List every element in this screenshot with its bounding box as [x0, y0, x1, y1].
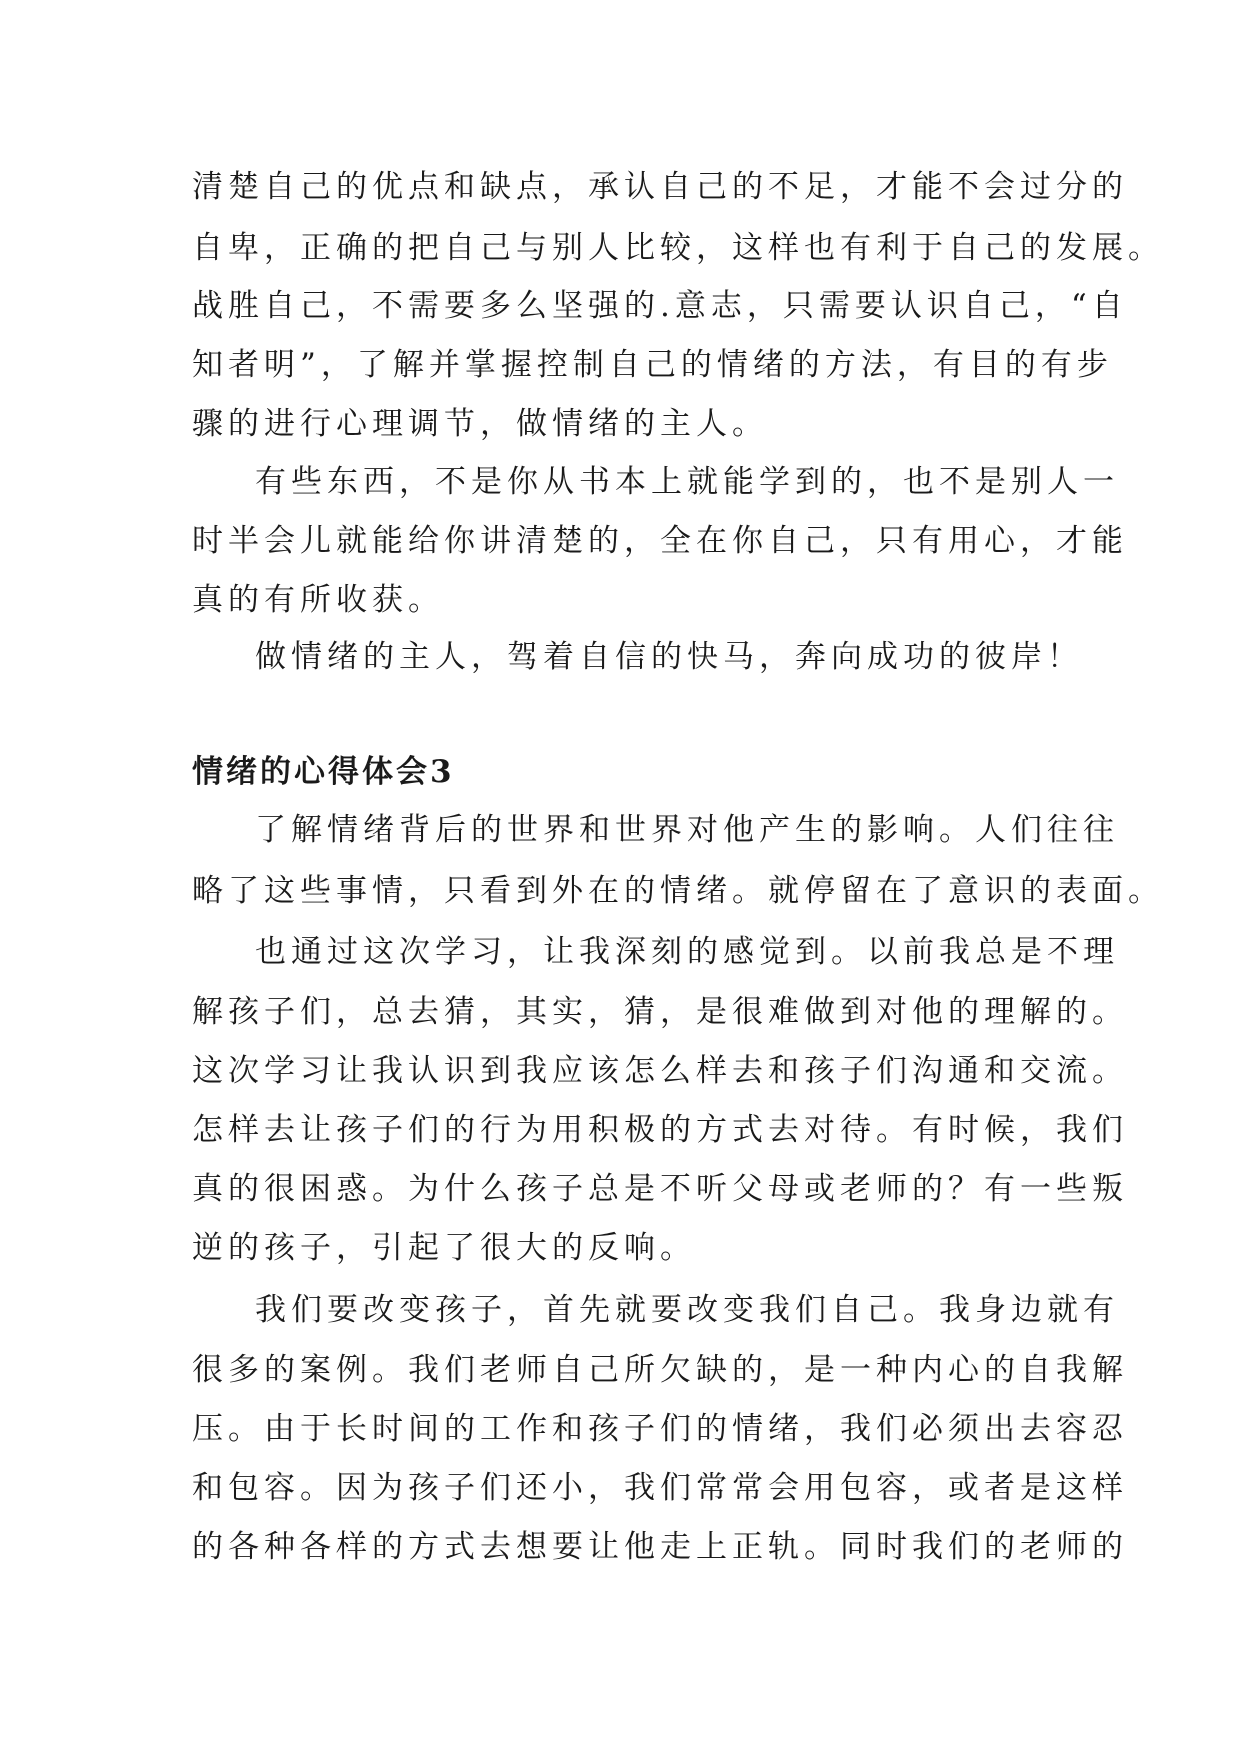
- paragraph-line: 了解情绪背后的世界和世界对他产生的影响。人们往往: [255, 812, 1119, 848]
- paragraph-line: 真的很困惑。为什么孩子总是不听父母或老师的？有一些叛: [192, 1171, 1128, 1207]
- paragraph-line: 压。由于长时间的工作和孩子们的情绪，我们必须出去容忍: [192, 1411, 1128, 1447]
- paragraph-line: 很多的案例。我们老师自己所欠缺的，是一种内心的自我解: [192, 1352, 1128, 1388]
- paragraph-line: 自卑，正确的把自己与别人比较，这样也有利于自己的发展。: [192, 230, 1164, 266]
- paragraph-line: 清楚自己的优点和缺点，承认自己的不足，才能不会过分的: [192, 169, 1128, 205]
- paragraph-line: 也通过这次学习，让我深刻的感觉到。以前我总是不理: [255, 934, 1119, 970]
- paragraph-line: 知者明”，了解并掌握控制自己的情绪的方法，有目的有步: [192, 347, 1113, 383]
- paragraph-line: 时半会儿就能给你讲清楚的，全在你自己，只有用心，才能: [192, 523, 1128, 559]
- paragraph-line: 和包容。因为孩子们还小，我们常常会用包容，或者是这样: [192, 1470, 1128, 1506]
- paragraph-line: 怎样去让孩子们的行为用积极的方式去对待。有时候，我们: [192, 1112, 1128, 1148]
- paragraph-line: 略了这些事情，只看到外在的情绪。就停留在了意识的表面。: [192, 873, 1164, 909]
- paragraph-line: 真的有所收获。: [192, 582, 444, 618]
- paragraph-line: 逆的孩子，引起了很大的反响。: [192, 1230, 696, 1266]
- paragraph-line: 解孩子们，总去猜，其实，猜，是很难做到对他的理解的。: [192, 994, 1128, 1030]
- paragraph-line: 这次学习让我认识到我应该怎么样去和孩子们沟通和交流。: [192, 1053, 1128, 1089]
- section-title: 情绪的心得体会3: [192, 754, 455, 790]
- paragraph-line: 的各种各样的方式去想要让他走上正轨。同时我们的老师的: [192, 1529, 1128, 1565]
- paragraph-line: 我们要改变孩子，首先就要改变我们自己。我身边就有: [255, 1292, 1119, 1328]
- paragraph-line: 战胜自己，不需要多么坚强的.意志，只需要认识自己，“自: [192, 288, 1128, 324]
- paragraph-line: 骤的进行心理调节，做情绪的主人。: [192, 406, 768, 442]
- paragraph-line: 做情绪的主人，驾着自信的快马，奔向成功的彼岸！: [255, 639, 1083, 675]
- paragraph-line: 有些东西，不是你从书本上就能学到的，也不是别人一: [255, 464, 1119, 500]
